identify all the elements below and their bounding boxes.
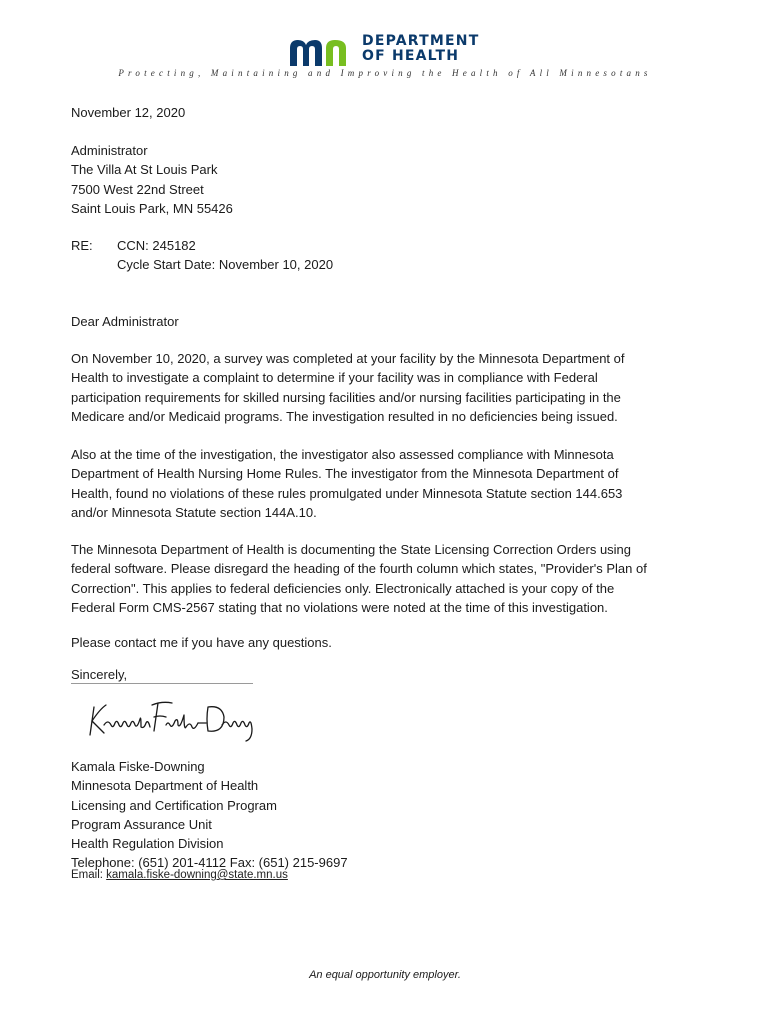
signer-division: Health Regulation Division — [71, 836, 224, 852]
letter-date: November 12, 2020 — [71, 105, 186, 120]
email-link[interactable]: kamala.fiske-downing@state.mn.us — [106, 869, 288, 881]
paragraph-line: Correction". This applies to federal deficiencies only. Electronically attached is your copy of the — [71, 580, 615, 596]
paragraph-line: Medicare and/or Medicaid programs. The investigation resulted in no deficiencies being issued. — [71, 408, 618, 424]
paragraph-line: Health to investigate a complaint to determine if your facility was in compliance with Federal — [71, 370, 598, 386]
paragraph-line: Federal Form CMS-2567 stating that no violations were noted at the time of this investigation. — [71, 599, 608, 615]
paragraph-line: Also at the time of the investigation, the investigator also assessed compliance with Minnesota — [71, 447, 614, 462]
signer-program: Licensing and Certification Program — [71, 797, 277, 813]
signature-rule — [71, 683, 253, 684]
address-line: Administrator — [71, 143, 148, 158]
paragraph-2 — [71, 445, 699, 522]
paragraph-line: Department of Health Nursing Home Rules. The investigator from the Minnesota Department of — [71, 466, 619, 482]
paragraph-line: and/or Minnesota Statute section 144A.10. — [71, 504, 317, 520]
handwritten-signature — [86, 695, 256, 745]
signature-block — [71, 757, 348, 873]
signer-unit: Program Assurance Unit — [71, 816, 212, 832]
logo-wordmark — [362, 34, 479, 64]
paragraph-1 — [71, 349, 699, 426]
logo-line2: OF HEALTH — [362, 48, 460, 64]
closing: Sincerely, — [71, 667, 128, 682]
email-label: Email: — [71, 869, 103, 881]
signer-name: Kamala Fiske-Downing — [71, 759, 205, 774]
re-lines — [117, 236, 333, 275]
paragraph-line: participation requirements for skilled nursing facilities and/or nursing facilities participating in the — [71, 389, 621, 405]
paragraph-3 — [71, 540, 699, 617]
signer-phone: Telephone: (651) 201-4112 Fax: (651) 215-9697 — [71, 855, 348, 871]
address-line: Saint Louis Park, MN 55426 — [71, 200, 233, 216]
paragraph-line: Health, found no violations of these rules promulgated under Minnesota Statute section 144.653 — [71, 485, 623, 501]
logo-line1: DEPARTMENT — [362, 33, 480, 49]
address-line: The Villa At St Louis Park — [71, 162, 218, 178]
logo-mark-m — [290, 40, 322, 66]
re-label: RE: — [71, 238, 93, 253]
paragraph-4: Please contact me if you have any questions. — [71, 635, 332, 650]
tagline: Protecting, Maintaining and Improving the Health of All Minnesotans — [118, 68, 652, 78]
paragraph-line: The Minnesota Department of Health is documenting the State Licensing Correction Orders using — [71, 542, 632, 557]
paragraph-line: federal software. Please disregard the heading of the fourth column which states, "Provider's Plan of — [71, 561, 647, 577]
logo-mark-n — [326, 40, 346, 66]
signer-org: Minnesota Department of Health — [71, 778, 259, 794]
address-line: 7500 West 22nd Street — [71, 181, 204, 197]
recipient-address — [71, 141, 233, 218]
paragraph-line: On November 10, 2020, a survey was completed at your facility by the Minnesota Department of — [71, 351, 625, 366]
cycle-start-line: Cycle Start Date: November 10, 2020 — [117, 257, 334, 273]
footer-text: An equal opportunity employer. — [309, 969, 461, 981]
email-line — [71, 869, 288, 881]
ccn-line: CCN: 245182 — [117, 238, 196, 253]
salutation: Dear Administrator — [71, 314, 179, 329]
